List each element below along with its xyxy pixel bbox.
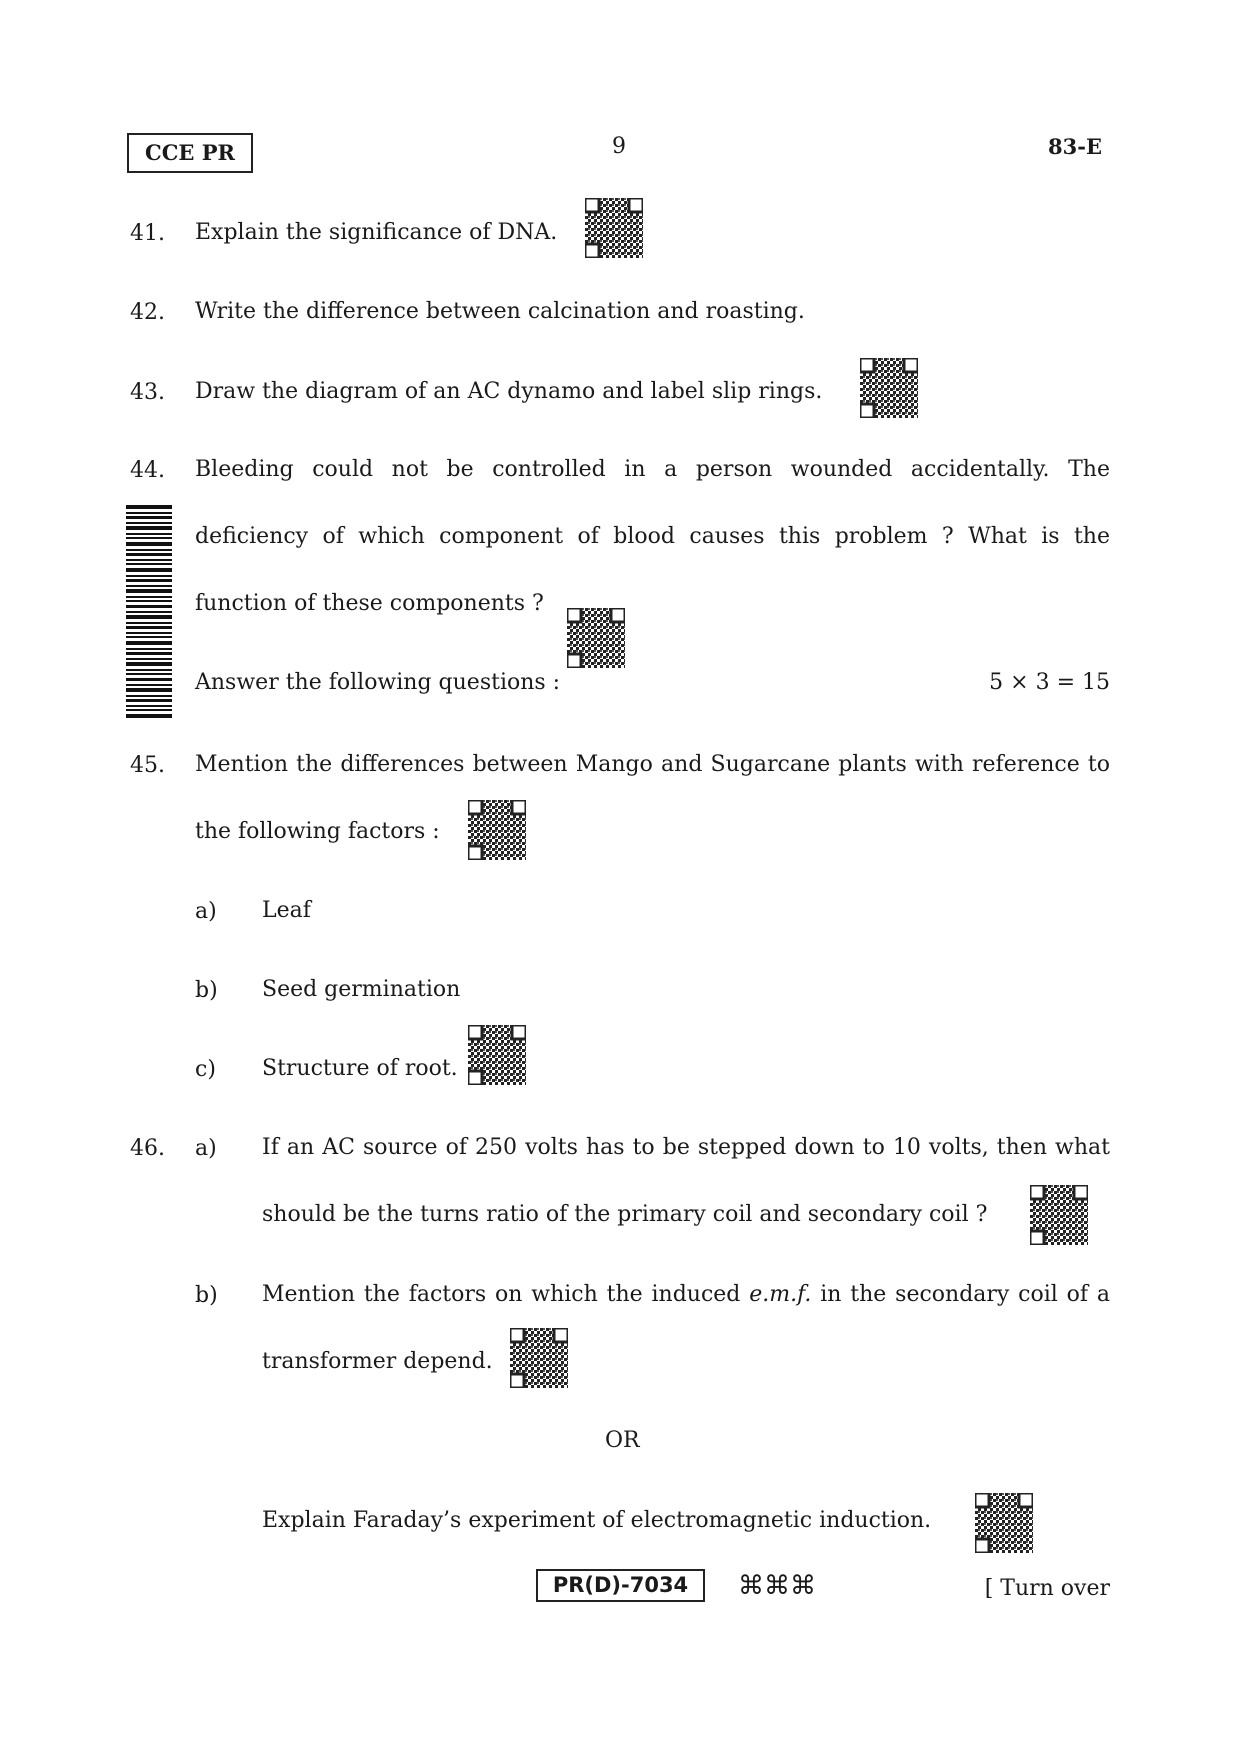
- option-text: Structure of root.: [262, 1056, 458, 1081]
- question-text-line: transformer depend.: [262, 1349, 493, 1374]
- question-number: 41.: [130, 221, 165, 246]
- qr-code-icon: [468, 800, 526, 860]
- qr-code-icon: [510, 1328, 568, 1388]
- turn-over-text: [ Turn over: [984, 1576, 1110, 1601]
- question-number: 43.: [130, 380, 165, 405]
- question-number: 45.: [130, 753, 165, 778]
- qr-code-icon: [567, 608, 625, 668]
- question-text: Draw the diagram of an AC dynamo and label slip rings.: [195, 379, 823, 404]
- question-number: 44.: [130, 458, 165, 483]
- question-text: Explain the significance of DNA.: [195, 220, 558, 245]
- qr-code-icon: [860, 358, 918, 418]
- paper-code: 83-E: [1048, 134, 1102, 159]
- section-instruction: Answer the following questions :: [195, 670, 561, 695]
- footer-paper-code: PR(D)-7034: [536, 1569, 705, 1602]
- option-label: a): [195, 1136, 217, 1161]
- question-text: Write the difference between calcination and roasting.: [195, 299, 805, 324]
- question-text-line: If an AC source of 250 volts has to be stepped down to 10 volts, then what: [262, 1135, 1110, 1160]
- question-text-line: the following factors :: [195, 819, 440, 844]
- barcode-icon: [126, 505, 172, 721]
- option-label: b): [195, 1283, 218, 1308]
- question-text-line: Explain Faraday’s experiment of electromagnetic induction.: [262, 1508, 932, 1533]
- question-text-line: should be the turns ratio of the primary coil and secondary coil ?: [262, 1202, 988, 1227]
- question-text-line: deficiency of which component of blood causes this problem ? What is the: [195, 524, 1110, 549]
- option-label: c): [195, 1057, 216, 1082]
- qr-code-icon: [468, 1025, 526, 1085]
- question-text-line: Mention the differences between Mango and Sugarcane plants with reference to: [195, 752, 1110, 777]
- question-text-line: Mention the factors on which the induced e.m.f. in the secondary coil of a: [262, 1282, 1110, 1307]
- option-label: a): [195, 899, 217, 924]
- question-text-line: function of these components ?: [195, 591, 544, 616]
- section-marks: 5 × 3 = 15: [989, 670, 1110, 695]
- question-number: 46.: [130, 1136, 165, 1161]
- option-text: Leaf: [262, 898, 311, 923]
- qr-code-icon: [975, 1493, 1033, 1553]
- header-code-box: CCE PR: [127, 133, 253, 173]
- option-label: b): [195, 978, 218, 1003]
- footer-ornament: ⌘⌘⌘: [738, 1571, 816, 1601]
- question-number: 42.: [130, 300, 165, 325]
- option-text: Seed germination: [262, 977, 461, 1002]
- or-separator: OR: [605, 1428, 640, 1453]
- qr-code-icon: [1030, 1185, 1088, 1245]
- page-number: 9: [612, 134, 626, 159]
- qr-code-icon: [585, 198, 643, 258]
- question-text-line: Bleeding could not be controlled in a person wounded accidentally. The: [195, 457, 1110, 482]
